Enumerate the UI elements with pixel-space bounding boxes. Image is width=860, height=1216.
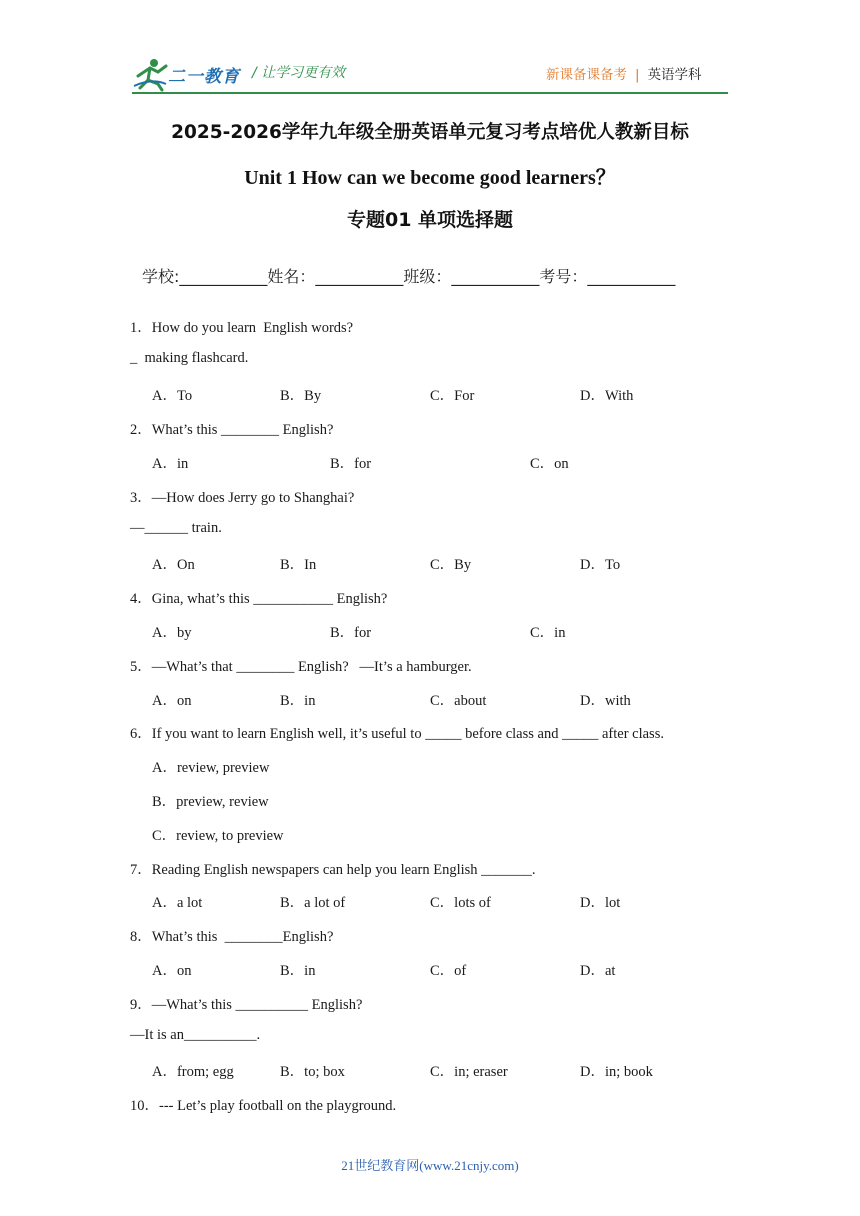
question-7-option-b: B．a lot of: [280, 895, 346, 911]
question-2-option-c: C．on: [530, 456, 569, 472]
question-6-option-c: C．review, to preview: [152, 828, 284, 844]
question-6-option-b: B．preview, review: [152, 794, 269, 810]
header-divider: [132, 92, 728, 94]
page-title: 2025-2026学年九年级全册英语单元复习考点培优人教新目标: [171, 122, 689, 143]
question-10-stem: 10．--- Let’s play football on the playground.: [130, 1098, 397, 1114]
question-3-stem: 3．—How does Jerry go to Shanghai?: [130, 490, 355, 506]
question-1-stem: 1．How do you learn English words?: [130, 320, 354, 336]
topic-title: 专题01 单项选择题: [346, 209, 514, 231]
question-4-option-c: C．in: [530, 625, 566, 641]
question-3-option-a: A．On: [152, 557, 195, 573]
question-7-option-c: C．lots of: [430, 895, 491, 911]
student-info-line: 学校:___________姓名：___________班级：___________考号：___________: [142, 267, 676, 286]
question-1-option-c: C．For: [430, 388, 475, 404]
question-4-stem: 4．Gina, what’s this ___________ English?: [130, 591, 388, 607]
question-9-option-a: A．from; egg: [152, 1064, 234, 1080]
question-4-option-a: A．by: [152, 625, 192, 641]
question-5-option-c: C．about: [430, 693, 487, 709]
header-subject: 英语学科: [647, 67, 702, 83]
question-3-option-d: D．To: [580, 557, 621, 573]
question-8-option-a: A．on: [152, 963, 192, 979]
question-9-line2: —It is an__________.: [130, 1027, 261, 1043]
question-8-option-d: D．at: [580, 963, 616, 979]
question-1-line2: _ making flashcard.: [130, 350, 249, 366]
question-8-option-b: B．in: [280, 963, 316, 979]
question-3-option-b: B．In: [280, 557, 317, 573]
slogan: / 让学习更有效: [252, 65, 346, 81]
question-5-stem: 5．—What’s that ________ English? —It’s a hamburger.: [130, 659, 472, 675]
question-5-option-a: A．on: [152, 693, 192, 709]
question-9-option-c: C．in; eraser: [430, 1064, 508, 1080]
question-8-option-c: C．of: [430, 963, 467, 979]
question-2-option-b: B．for: [330, 456, 372, 472]
question-5-option-d: D．with: [580, 693, 631, 709]
question-6-stem: 6．If you want to learn English well, it’s useful to _____ before class and _____ after class.: [130, 726, 664, 742]
header-right: [546, 63, 702, 83]
header-separator: |: [635, 67, 640, 83]
question-5-option-b: B．in: [280, 693, 316, 709]
question-1-option-a: A．To: [152, 388, 193, 404]
question-9-option-d: D．in; book: [580, 1064, 653, 1080]
question-2-option-a: A．in: [152, 456, 189, 472]
question-2-stem: 2．What’s this ________ English?: [130, 422, 334, 438]
question-7-stem: 7．Reading English newspapers can help you learn English _______.: [130, 862, 536, 878]
question-9-stem: 9．—What’s this __________ English?: [130, 997, 363, 1013]
question-7-option-d: D．lot: [580, 895, 621, 911]
question-8-stem: 8．What’s this ________English?: [130, 929, 334, 945]
header-tag: 新课备课备考: [546, 67, 627, 83]
question-4-option-b: B．for: [330, 625, 372, 641]
question-1-option-d: D．With: [580, 388, 634, 404]
question-9-option-b: B．to; box: [280, 1064, 345, 1080]
question-7-option-a: A．a lot: [152, 895, 203, 911]
question-3-line2: —______ train.: [130, 520, 222, 536]
question-3-option-c: C．By: [430, 557, 472, 573]
logo-text: 二一教育: [168, 67, 240, 87]
question-1-option-b: B．By: [280, 388, 322, 404]
unit-title: Unit 1 How can we become good learners？: [244, 167, 616, 189]
footer-source-link[interactable]: 21世纪教育网(www.21cnjy.com): [341, 1158, 519, 1173]
question-6-option-a: A．review, preview: [152, 760, 270, 776]
